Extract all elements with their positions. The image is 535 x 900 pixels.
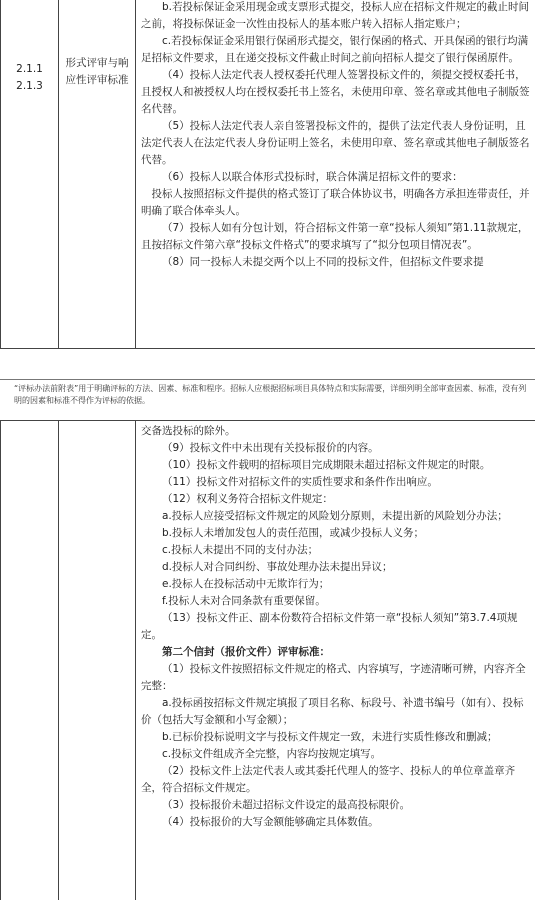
content-line: （2）投标文件上法定代表人或其委托代理人的签字、投标人的单位章盖章齐全，符合招标文件规定。 — [141, 765, 516, 794]
content-line: （3）投标报价未超过招标文件设定的最高投标限价。 — [162, 799, 411, 811]
content-line: （11）投标文件对招标文件的实质性要求和条件作出响应。 — [162, 476, 438, 488]
content-line: （13）投标文件正、副本份数符合招标文件第一章“投标人须知”第3.7.4项规定。 — [141, 612, 518, 641]
content-line: （9）投标文件中未出现有关投标报价的内容。 — [162, 442, 379, 454]
content-line: f.投标人未对合同条款有重要保留。 — [162, 595, 326, 607]
criteria-content-cell — [136, 0, 535, 349]
footnote-divider — [0, 379, 535, 380]
content-line: 投标人按照招标文件提供的格式签订了联合体协议书，明确各方承担连带责任，并明确了联合体牵头人。 — [141, 188, 530, 217]
content-line: c.投标人未提出不同的支付办法； — [162, 544, 319, 556]
criteria-name: 形式评审与响应性评审标准 — [65, 57, 129, 86]
content-line: e.投标人在投标活动中无欺诈行为； — [162, 578, 330, 590]
clause-number-cell — [1, 421, 59, 900]
content-line: （7）投标人如有分包计划，符合招标文件第一章“投标人须知”第1.11款规定，且按招标文件第六章“投标文件格式”的要求填写了“拟分包项目情况表”。 — [141, 222, 529, 251]
content-line: a.投标人应接受招标文件规定的风险划分原则，未提出新的风险划分办法； — [162, 510, 508, 522]
criteria-name-cell — [59, 0, 136, 349]
content-line: （10）投标文件载明的招标项目完成期限未超过招标文件规定的时限。 — [162, 459, 491, 471]
clause-number-b: 2.1.3 — [16, 80, 43, 92]
criteria-table-top — [0, 0, 535, 349]
content-line: a.投标函按招标文件规定填报了项目名称、标段号、补遗书编号（如有）、投标价（包括大写金额和小写金额）； — [141, 697, 524, 726]
content-line: （4）投标人法定代表人授权委托代理人签署投标文件的，须提交授权委托书，且授权人和被授权人均在授权委托书上签名，未使用印章、签名章或其他电子制版签名代替。 — [141, 69, 530, 115]
page-top — [0, 0, 535, 352]
criteria-content-cell — [136, 421, 535, 900]
content-line: （6）投标人以联合体形式投标时，联合体满足招标文件的要求： — [162, 171, 463, 183]
content-line: （5）投标人法定代表人亲自签署投标文件的，提供了法定代表人身份证明，且法定代表人在法定代表人身份证明上签名，未使用印章、签名章或其他电子制版签名代替。 — [141, 120, 530, 166]
footnote: “评标办法前附表”用于明确评标的方法、因素、标准和程序。招标人应根据招标项目具体特点和实际需要，详细列明全部审查因素、标准，没有列明的因素和标准不得作为评标的依据。 — [14, 384, 527, 405]
content-line: （8）同一投标人未提交两个以上不同的投标文件，但招标文件要求提 — [162, 256, 484, 268]
criteria-name-cell — [59, 421, 136, 900]
clause-number-cell — [1, 0, 59, 349]
content-line: 交备选投标的除外。 — [141, 425, 236, 437]
content-line: （1）投标文件按照招标文件规定的格式、内容填写，字迹清晰可辨，内容齐全完整： — [141, 663, 526, 692]
section-heading: 第二个信封（报价文件）评审标准： — [162, 646, 330, 658]
content-line: b.已标价投标说明文字与投标文件规定一致，未进行实质性修改和删减； — [162, 731, 498, 743]
content-line: c.若投标保证金采用银行保函形式提交，银行保函的格式、开具保函的银行均满足招标文件要求，且在递交投标文件截止时间之前向招标人提交了银行保函原件。 — [141, 35, 529, 64]
content-line: （12）权利义务符合招标文件规定： — [162, 493, 333, 505]
content-line: （4）投标报价的大写金额能够确定具体数值。 — [162, 816, 379, 828]
content-line: d.投标人对合同纠纷、事故处理办法未提出异议； — [162, 561, 393, 573]
content-line: c.投标文件组成齐全完整，内容均按规定填写。 — [162, 748, 382, 760]
criteria-table-bottom — [0, 420, 535, 900]
content-line: b.若投标保证金采用现金或支票形式提交，投标人应在招标文件规定的截止时间之前，将投标保证金一次性由投标人的基本账户转入招标人指定账户； — [141, 1, 530, 30]
page-bottom — [0, 420, 535, 900]
clause-number-a: 2.1.1 — [16, 63, 43, 75]
content-line: b.投标人未增加发包人的责任范围，或减少投标人义务； — [162, 527, 425, 539]
